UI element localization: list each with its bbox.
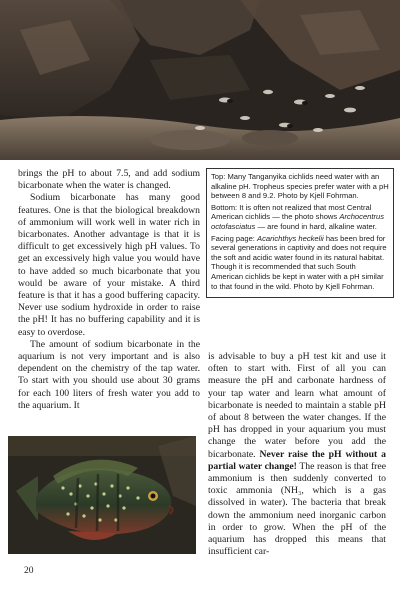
body-text-b: The reason is that free ammonium is then suddenly converted to toxic ammonia (NH₃, which is a gas dissolved in water). The bacteria that break down the ammonium need inorganic carbon in order to grow. When the pH of the aquarium has dropped this means that insufficient car- xyxy=(208,460,386,558)
aquarium-rock-photo xyxy=(0,0,400,160)
body-paragraph: The amount of sodium bicarbonate in the aquarium is not very important and is also dependent on the chemistry of the tap water. To start with you should use about 30 grams for each 100 liters of fresh water you add to the aquarium. It xyxy=(18,338,200,411)
body-column-right xyxy=(208,351,386,558)
cichlid-fish-photo xyxy=(8,436,196,554)
body-paragraph: Sodium bicarbonate has many good features. One is that the biological breakdown of ammonium will work well in water rich in bicarbonates. Another advantage is that it is difficult to get excessively high pH values. To get an excessively high value you would have to have added so much bicarbonate that you would be aware of your mistake. A third feature is that it has a good buffering capacity. Never use sodium hydroxide in order to raise the pH! It has no buffering capability and it is easy to overdose. xyxy=(18,192,200,338)
caption-facing-species: Acarichthys heckelii xyxy=(257,233,324,243)
caption-top: Top: Many Tanganyika cichlids need water with an alkaline pH. Tropheus species prefer water with a pH between 8 and 9.2. Photo by Kjell Fohrman. xyxy=(211,172,389,201)
caption-facing xyxy=(211,234,389,292)
caption-facing-text-b: has been bred for several generations in captivity and does not require the soft and acidic water found in its natural habitat. Though it is recommended that such South American cichlids be kept in water with a pH similar to that found in the wild. Photo by Kjell Fohrman. xyxy=(211,233,387,291)
body-paragraph: brings the pH to about 7.5, and add sodium bicarbonate when the water is changed. xyxy=(18,168,200,192)
page-number: 20 xyxy=(24,566,34,576)
body-paragraph xyxy=(208,351,386,558)
caption-bottom-species: Archocentrus octofasciatus xyxy=(211,212,385,231)
caption-bottom-text-a: Bottom: It is often not realized that most Central American cichlids — the photo shows xyxy=(211,202,372,222)
body-text-a: is advisable to buy a pH test kit and use it often to start with. First of all you can measure the pH and carbonate hardness of your tap water and learn what amount of bicarbonate is needed to maintain a stable pH of about 8 between the water changes. If the pH has dropped in your aquarium you must change the water before you add the bicarbonate. xyxy=(208,351,386,460)
body-warning-bold: Never raise the pH without a partial water change! xyxy=(208,448,386,472)
caption-bottom xyxy=(211,203,389,232)
caption-facing-text-a: Facing page: xyxy=(211,233,258,243)
photo-caption-box xyxy=(206,168,394,298)
body-column-left xyxy=(18,168,200,412)
caption-bottom-text-b: — are found in hard, alkaline water. xyxy=(255,221,377,231)
